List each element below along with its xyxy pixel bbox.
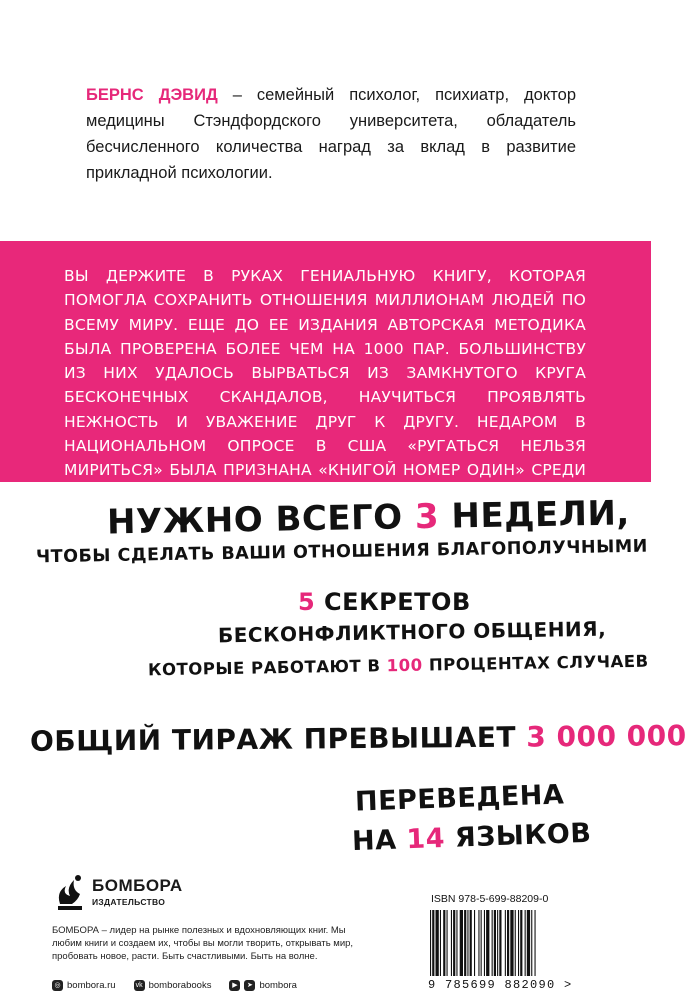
barcode-bar: [505, 910, 506, 976]
barcode-bar: [453, 910, 455, 976]
headline-secrets: [298, 588, 471, 616]
barcode-bar: [484, 910, 485, 976]
barcode-bar: [430, 910, 431, 976]
barcode-bar: [481, 910, 482, 976]
barcode-bar: [535, 910, 536, 976]
barcode-bar: [456, 910, 457, 976]
barcode-bar: [447, 910, 448, 976]
weeks-number: 3: [414, 496, 440, 538]
translated-prefix: НА: [351, 824, 407, 858]
translated-number: 14: [405, 822, 446, 856]
book-description: ВЫ ДЕРЖИТЕ В РУКАХ ГЕНИАЛЬНУЮ КНИГУ, КОТОРАЯ ПОМОГЛА СОХРАНИТЬ ОТНОШЕНИЯ МИЛЛИОНАМ ЛЮДЕЙ ПО ВСЕМУ МИРУ. ЕЩЕ ДО ЕЕ ИЗДАНИЯ АВТОРСКАЯ МЕТОДИКА БЫЛА ПРОВЕРЕНА БОЛЕЕ ЧЕМ НА 1000 ПАР. БОЛЬШИНСТВУ ИЗ НИХ УДАЛОСЬ ВЫРВАТЬСЯ ИЗ ЗАМКНУТОГО КРУГА БЕСКОНЕЧНЫХ СКАНДАЛОВ, НАУЧИТЬСЯ ПРОЯВЛЯТЬ НЕЖНОСТЬ И УВАЖЕНИЕ ДРУГ К ДРУГУ. НЕДАРОМ В НАЦИОНАЛЬНОМ ОПРОСЕ В США «РУГАТЬСЯ НЕЛЬЗЯ МИРИТЬСЯ» БЫЛА ПРИЗНАНА «КНИГОЙ НОМЕР ОДИН» СРЕДИ БОЛЕЕ ЧЕМ ТЫСЯЧИ КНИГ ПО САМОПОМОЩИ.: [64, 267, 586, 504]
social-links: [52, 980, 297, 991]
barcode-bar: [478, 910, 479, 976]
barcode-bar: [432, 910, 434, 976]
secrets-line3-suffix: ПРОЦЕНТАХ СЛУЧАЕВ: [422, 651, 649, 675]
author-name: БЕРНС ДЭВИД: [86, 86, 218, 104]
author-bio: [86, 82, 576, 186]
publisher-logo: [52, 872, 192, 914]
author-bio-text: – семейный психолог, психиатр, доктор медицины Стэндфордского университета, обладатель бесчисленного количества наград за вклад в развитие прикладной психологии.: [86, 86, 576, 182]
barcode-icon: [428, 910, 588, 978]
barcode-bar: [440, 910, 441, 976]
vk-icon: vk: [135, 982, 143, 989]
secrets-number: 5: [298, 588, 316, 616]
globe-icon: ◎: [52, 980, 63, 991]
barcode-bar: [515, 910, 516, 976]
barcode-bar: [497, 910, 498, 976]
barcode-bar: [470, 910, 472, 976]
site-label: bombora.ru: [67, 980, 116, 991]
barcode-bar: [510, 910, 513, 976]
headline-weeks: [107, 493, 630, 542]
translated-suffix: ЯЗЫКОВ: [444, 817, 592, 854]
publisher-sub: ИЗДАТЕЛЬСТВО: [92, 897, 166, 907]
headline-circulation: [30, 719, 687, 758]
vk-label: bomborabooks: [148, 980, 212, 991]
circulation-number: 3 000 000: [526, 719, 687, 754]
publisher-name: БОМБОРА: [92, 876, 183, 895]
secrets-percent-number: 100: [386, 655, 423, 676]
telegram-label: bombora: [259, 980, 297, 991]
barcode-bar: [527, 910, 530, 976]
barcode-bar: [436, 910, 439, 976]
publisher-description: БОМБОРА – лидер на рынке полезных и вдохновляющих книг. Мы любим книги и создаем их, чтобы вы могли творить, открывать мир, пробовать новое, расти. Быть счастливыми. Быть на волне.: [52, 925, 354, 962]
barcode-bar: [531, 910, 532, 976]
barcode-bar: [525, 910, 526, 976]
circulation-prefix: ОБЩИЙ ТИРАЖ ПРЕВЫШАЕТ: [29, 720, 527, 758]
barcode-bar: [492, 910, 493, 976]
barcode-bar: [464, 910, 466, 976]
headline-secrets-line2: БЕСКОНФЛИКТНОГО ОБЩЕНИЯ,: [217, 616, 607, 648]
headline-weeks-sub: ЧТОБЫ СДЕЛАТЬ ВАШИ ОТНОШЕНИЯ БЛАГОПОЛУЧНЫМИ: [35, 536, 648, 568]
isbn-label: ISBN 978-5-699-88209-0: [431, 893, 549, 905]
headline-secrets-line3: [148, 652, 649, 680]
social-vk[interactable]: [134, 980, 212, 991]
barcode-bar: [499, 910, 501, 976]
secrets-word: СЕКРЕТОВ: [315, 588, 471, 616]
barcode-bar: [467, 910, 468, 976]
youtube-icon: ▶: [229, 980, 240, 991]
social-site[interactable]: [52, 980, 116, 991]
social-youtube-telegram[interactable]: [229, 980, 297, 991]
barcode-bar: [518, 910, 519, 976]
headline-translated-line2: [352, 818, 592, 857]
barcode-bar: [443, 910, 445, 976]
barcode-bar: [520, 910, 522, 976]
wave-logo-icon: [52, 872, 88, 912]
barcode-bar: [460, 910, 463, 976]
barcode-bar: [474, 910, 475, 976]
barcode-bar: [507, 910, 509, 976]
secrets-line3-prefix: КОТОРЫЕ РАБОТАЮТ В: [147, 656, 387, 680]
telegram-icon: ➤: [244, 980, 255, 991]
barcode-bar: [451, 910, 452, 976]
barcode-digits: 9 785699 882090 >: [428, 978, 573, 992]
weeks-suffix: НЕДЕЛИ,: [438, 493, 631, 537]
barcode-bar: [494, 910, 496, 976]
headline-translated-line1: ПЕРЕВЕДЕНА: [354, 779, 565, 818]
barcode-bar: [486, 910, 489, 976]
weeks-prefix: НУЖНО ВСЕГО: [106, 497, 416, 543]
